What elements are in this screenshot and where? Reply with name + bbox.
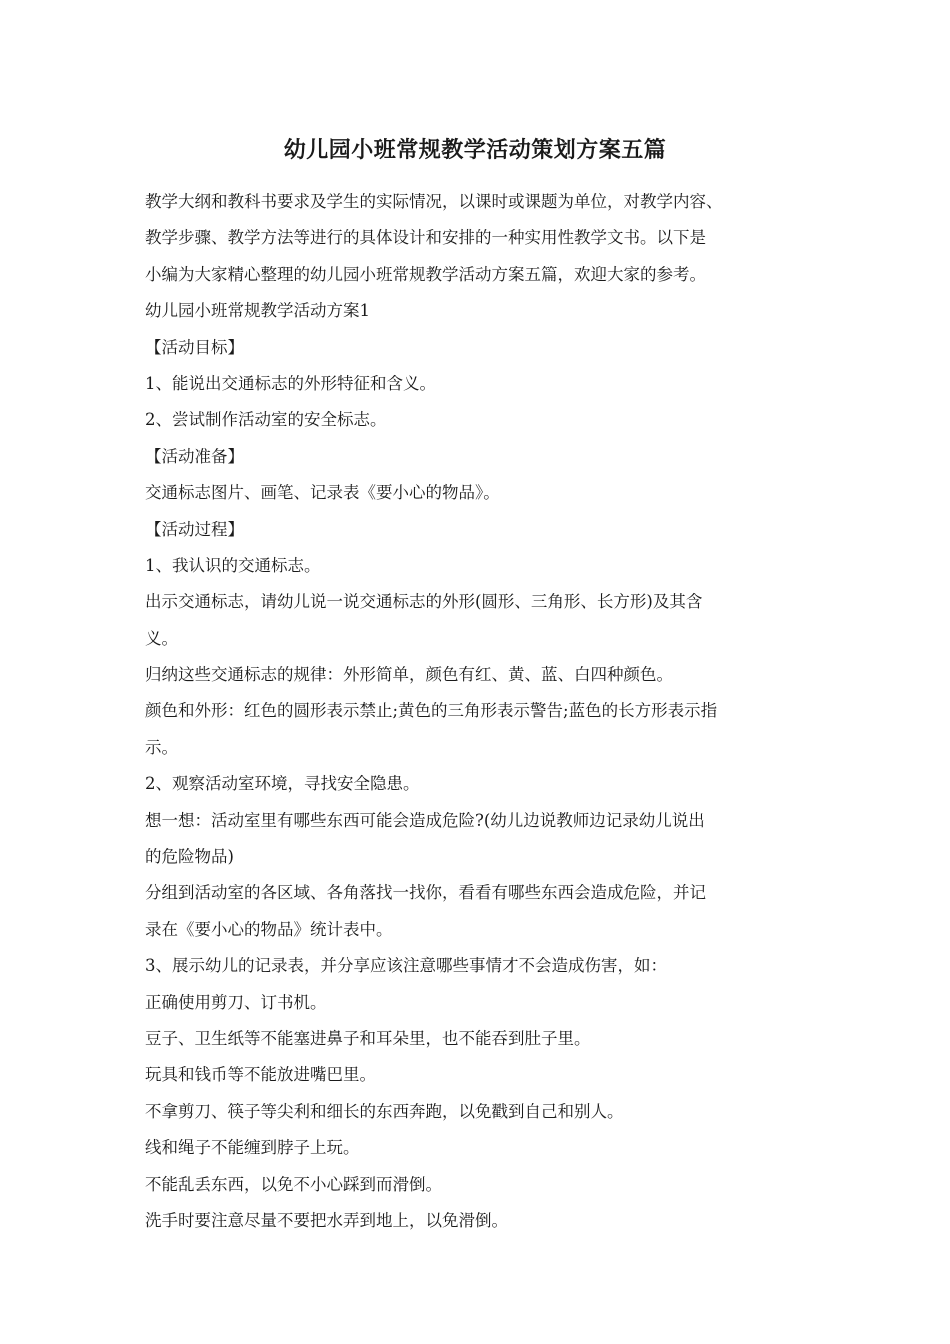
body-line: 不拿剪刀、筷子等尖利和细长的东西奔跑，以免戳到自己和别人。 bbox=[145, 1101, 624, 1121]
body-line: 交通标志图片、画笔、记录表《要小心的物品》。 bbox=[145, 483, 500, 503]
body-line: 录在《要小心的物品》统计表中。 bbox=[145, 919, 393, 939]
subsection-heading: 【活动准备】 bbox=[145, 446, 244, 466]
body-line: 2、观察活动室环境，寻找安全隐患。 bbox=[145, 774, 420, 794]
body-line: 教学步骤、教学方法等进行的具体设计和安排的一种实用性教学文书。以下是 bbox=[145, 228, 706, 248]
document-body bbox=[145, 184, 835, 1239]
subsection-heading: 【活动过程】 bbox=[145, 519, 244, 539]
body-line: 豆子、卫生纸等不能塞进鼻子和耳朵里，也不能吞到肚子里。 bbox=[145, 1028, 591, 1048]
body-line: 正确使用剪刀、订书机。 bbox=[145, 992, 327, 1012]
body-line: 颜色和外形：红色的圆形表示禁止;黄色的三角形表示警告;蓝色的长方形表示指 bbox=[145, 701, 718, 721]
body-line: 1、能说出交通标志的外形特征和含义。 bbox=[145, 373, 436, 393]
section-heading: 幼儿园小班常规教学活动方案1 bbox=[145, 301, 370, 321]
body-line: 分组到活动室的各区域、各角落找一找你，看看有哪些东西会造成危险，并记 bbox=[145, 883, 706, 903]
body-line: 示。 bbox=[145, 737, 178, 757]
body-line: 想一想：活动室里有哪些东西可能会造成危险?(幼儿边说教师边记录幼儿说出 bbox=[145, 810, 705, 830]
document-title: 幼儿园小班常规教学活动策划方案五篇 bbox=[283, 137, 667, 163]
body-line: 玩具和钱币等不能放进嘴巴里。 bbox=[145, 1065, 376, 1085]
body-line: 3、展示幼儿的记录表，并分享应该注意哪些事情才不会造成伤害，如： bbox=[145, 956, 667, 976]
body-line: 洗手时要注意尽量不要把水弄到地上，以免滑倒。 bbox=[145, 1210, 508, 1230]
body-line: 教学大纲和教科书要求及学生的实际情况，以课时或课题为单位，对教学内容、 bbox=[145, 192, 723, 211]
body-line: 不能乱丢东西，以免不小心踩到而滑倒。 bbox=[145, 1174, 442, 1194]
body-line: 线和绳子不能缠到脖子上玩。 bbox=[145, 1138, 360, 1158]
body-line: 1、我认识的交通标志。 bbox=[145, 555, 321, 575]
body-line: 2、尝试制作活动室的安全标志。 bbox=[145, 410, 387, 430]
body-line: 小编为大家精心整理的幼儿园小班常规教学活动方案五篇，欢迎大家的参考。 bbox=[145, 264, 706, 284]
subsection-heading: 【活动目标】 bbox=[145, 337, 244, 357]
body-line: 出示交通标志，请幼儿说一说交通标志的外形(圆形、三角形、长方形)及其含 bbox=[145, 592, 703, 612]
body-line: 归纳这些交通标志的规律：外形简单，颜色有红、黄、蓝、白四种颜色。 bbox=[145, 665, 673, 685]
body-line: 义。 bbox=[145, 628, 178, 648]
body-line: 的危险物品) bbox=[145, 847, 234, 867]
